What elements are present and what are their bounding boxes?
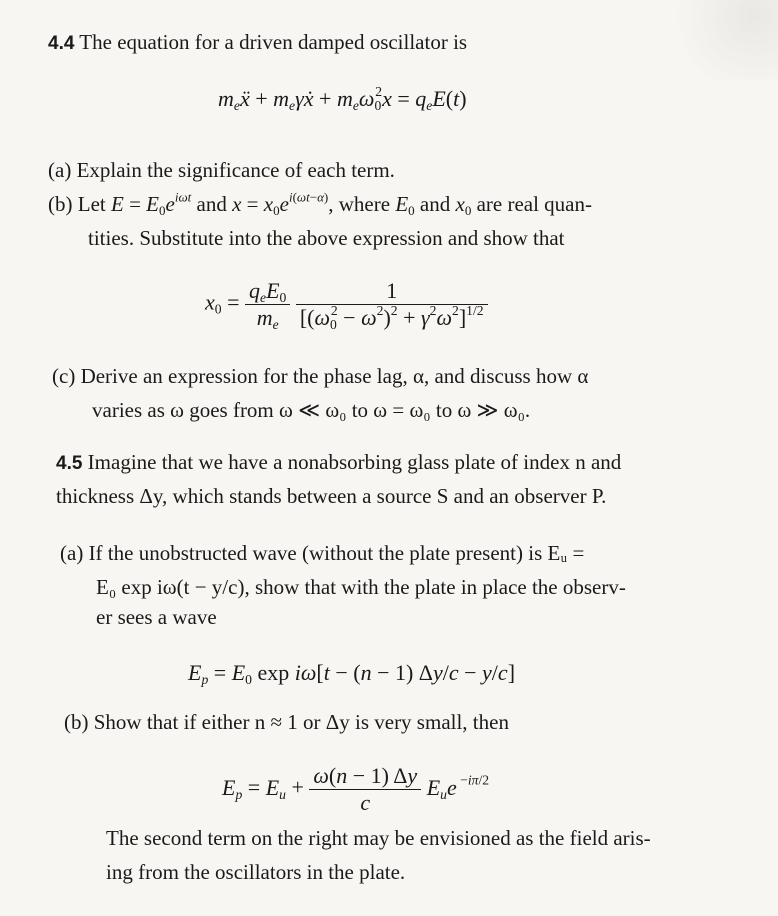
amplitude-equation: $x_0$ = $\frac{q_eE_0}{m_e}$ $\frac{1}{[(\omega_0^2 - \omega^2)^2 + \gamma^2\omega^2]^{1/2}}$ xyxy=(205,278,488,331)
part-a-line-1 xyxy=(60,541,584,566)
part-b-line-2: tities. Substitute into the above expression and show that xyxy=(88,226,565,250)
part-b-line xyxy=(64,710,509,735)
part-a-line-3: er sees a wave xyxy=(96,605,217,629)
part-label: (a) xyxy=(60,541,84,565)
part-text: Show that if either n ≈ 1 or Δy is very small, then xyxy=(93,710,509,734)
problem-4-5-line-2: thickness Δy, which stands between a source S and an observer P. xyxy=(56,484,607,508)
part-text: Explain the significance of each term. xyxy=(76,158,395,182)
part-c-line-1 xyxy=(52,364,588,389)
part-text: Derive an expression for the phase lag, α, and discuss how α xyxy=(80,364,589,388)
part-a-line-2: E₀ exp iω(t − y/c), show that with the plate in place the observ- xyxy=(96,575,626,599)
part-a xyxy=(48,158,395,183)
problem-text: Imagine that we have a nonabsorbing glass plate of index n and xyxy=(87,450,622,474)
part-text: If the unobstructed wave (without the plate present) is Eᵤ = xyxy=(88,541,585,565)
closing-line-1: The second term on the right may be envisioned as the field aris- xyxy=(106,826,651,850)
part-label: (b) xyxy=(48,192,73,216)
part-label: (b) xyxy=(64,710,89,734)
problem-4-4-heading xyxy=(48,30,467,56)
part-label: (a) xyxy=(48,158,72,182)
problem-number: 4.4 xyxy=(48,33,75,54)
part-label: (c) xyxy=(52,364,76,388)
part-c-line-2: varies as ω goes from ω ≪ ω₀ to ω = ω₀ to ω ≫ ω₀. xyxy=(92,398,531,422)
closing-line-2: ing from the oscillators in the plate. xyxy=(106,860,406,884)
page-shadow xyxy=(658,0,778,80)
problem-intro: The equation for a driven damped oscillator is xyxy=(79,30,468,54)
oscillator-equation: $m_eẍ$ + $m_e\gamma ẋ + m_e\omega_0^2x = q_eE(t)$ xyxy=(218,83,467,114)
problem-4-5-line-1 xyxy=(56,450,621,476)
part-b-line-1: (b) Let $E = E_0e^{i\omega t}$ and $x = x_0e^{i(\omega t-\alpha)}$, where $E_0$ and $x_0$ are real quan- xyxy=(48,189,592,218)
wave-equation: $E_p = E_0$ exp iω[t − (n − 1) Δy/c − y/c] xyxy=(188,660,516,688)
approx-equation: $E_p = E_u$ + $\frac{\omega(n - 1) \Delta y}{c}$ $E_ue$ $^{-i\pi/2}$ xyxy=(222,763,490,815)
problem-number: 4.5 xyxy=(56,453,83,474)
